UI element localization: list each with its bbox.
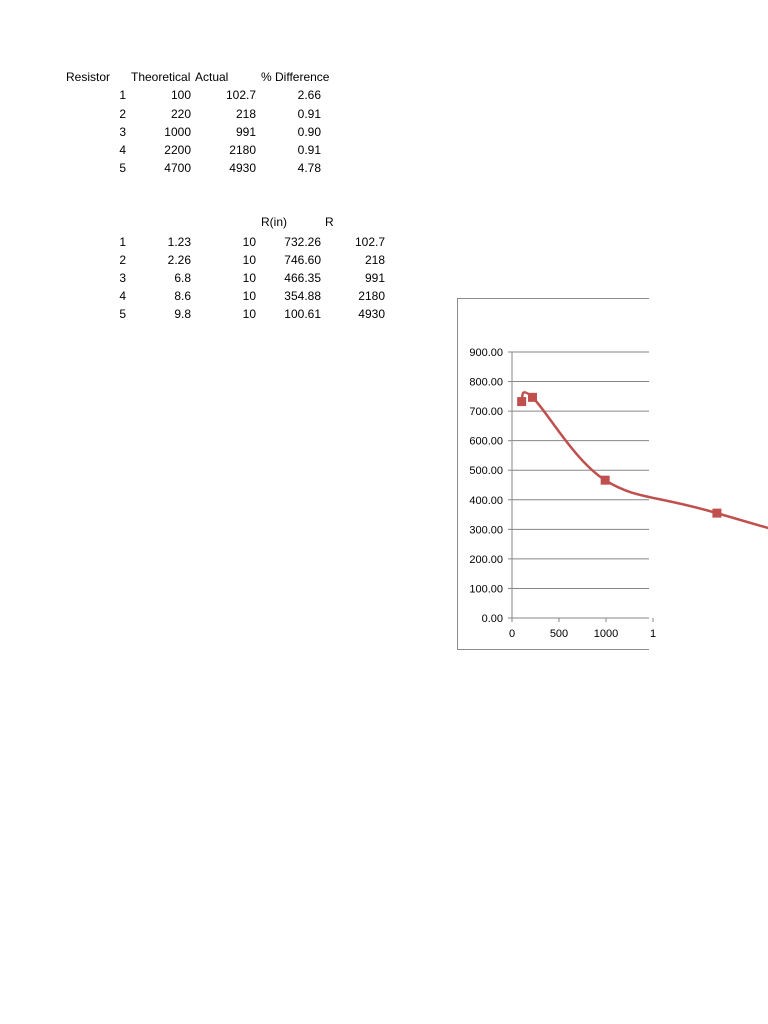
table1-cell: 0.91 xyxy=(297,107,321,121)
table2-row-index: 4 xyxy=(119,289,126,303)
table2-cell: 732.26 xyxy=(284,235,321,249)
table2-cell: 2.26 xyxy=(167,253,191,267)
x-tick-label: 1000 xyxy=(593,628,619,640)
table2-cell: 4930 xyxy=(358,307,385,321)
table2-cell: 10 xyxy=(242,307,256,321)
y-tick-label: 900.00 xyxy=(469,347,503,359)
data-point-marker xyxy=(517,397,526,406)
table1-header: Theoretical xyxy=(131,70,191,84)
table2-cell: 10 xyxy=(242,289,256,303)
table1-cell: 0.90 xyxy=(297,125,321,139)
table1-cell: 2200 xyxy=(164,143,191,157)
table2-cell: 100.61 xyxy=(284,307,321,321)
table1-cell: 991 xyxy=(235,125,256,139)
table2-cell: 354.88 xyxy=(284,289,321,303)
y-tick-label: 400.00 xyxy=(469,494,503,507)
y-tick-label: 500.00 xyxy=(469,465,503,478)
table2-cell: 10 xyxy=(242,253,256,267)
table1-row-index: 2 xyxy=(119,107,126,121)
table2-cell: 1.23 xyxy=(167,235,191,249)
table2-cell: 466.35 xyxy=(284,271,321,285)
data-point-marker xyxy=(528,393,537,402)
table1-cell: 1000 xyxy=(164,125,191,139)
table1-cell: 218 xyxy=(235,107,256,121)
table2-row-index: 3 xyxy=(119,271,126,285)
table2-cell: 8.6 xyxy=(174,289,191,303)
y-tick-label: 800.00 xyxy=(469,376,503,389)
table1-header: Resistor xyxy=(66,70,111,84)
table1-cell: 0.91 xyxy=(297,143,321,157)
x-tick-label: 0 xyxy=(508,628,516,640)
table1-header: Actual xyxy=(195,70,229,84)
y-tick-label: 0.00 xyxy=(481,613,503,625)
table2-cell: 6.8 xyxy=(174,271,191,285)
table1-row-index: 1 xyxy=(119,88,126,102)
table1-cell: 4.78 xyxy=(297,161,321,175)
table2-cell: 10 xyxy=(242,235,256,249)
table1-row-index: 3 xyxy=(119,125,126,139)
table2-row-index: 2 xyxy=(119,253,126,267)
chart xyxy=(457,298,657,650)
table1-cell: 220 xyxy=(170,107,191,121)
data-point-marker xyxy=(601,476,610,485)
table1-row-index: 5 xyxy=(119,161,126,175)
table2-row-index: 1 xyxy=(119,235,126,249)
table2-cell: 102.7 xyxy=(354,235,385,249)
y-tick-label: 600.00 xyxy=(469,435,503,448)
table2-cell: 746.60 xyxy=(284,253,321,267)
chart-svg xyxy=(458,299,657,649)
table1-cell: 2.66 xyxy=(297,88,321,102)
data-point-marker xyxy=(712,509,721,518)
table1-row-index: 4 xyxy=(119,143,126,157)
table2-header: R(in) xyxy=(261,215,287,229)
table1-cell: 100 xyxy=(170,88,191,102)
table2-cell: 991 xyxy=(364,271,385,285)
table1-header: % Difference xyxy=(261,70,330,84)
table2-header: R xyxy=(325,215,334,229)
y-tick-label: 200.00 xyxy=(469,553,503,566)
table2-cell: 218 xyxy=(364,253,385,267)
table1-cell: 4700 xyxy=(164,161,191,175)
x-tick-label: 500 xyxy=(549,628,569,640)
x-tick-label: 1 xyxy=(649,628,657,640)
table2-cell: 10 xyxy=(242,271,256,285)
y-tick-label: 300.00 xyxy=(469,524,503,537)
y-tick-label: 100.00 xyxy=(469,583,503,596)
table1-cell: 4930 xyxy=(229,161,256,175)
table1-cell: 2180 xyxy=(229,143,256,157)
y-tick-label: 700.00 xyxy=(469,406,503,419)
table1-cell: 102.7 xyxy=(225,88,256,102)
table2-row-index: 5 xyxy=(119,307,126,321)
table2-cell: 9.8 xyxy=(174,307,191,321)
table2-cell: 2180 xyxy=(358,289,385,303)
